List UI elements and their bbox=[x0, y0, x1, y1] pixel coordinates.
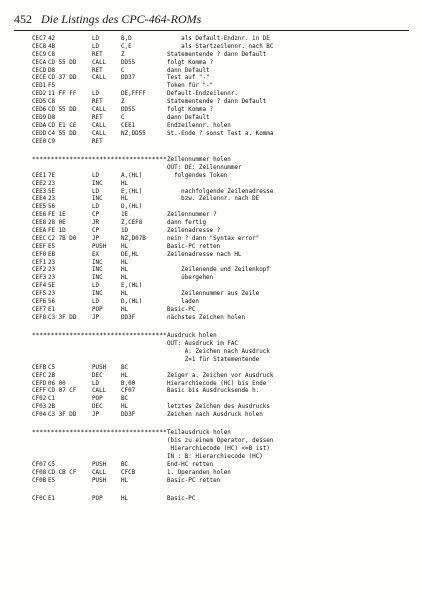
mnemonic: PUSH bbox=[92, 243, 107, 250]
address: CED6 bbox=[32, 107, 47, 114]
mnemonic: RET bbox=[92, 67, 103, 74]
opcode-bytes: 2B bbox=[48, 372, 56, 379]
operand: NZ,DD55 bbox=[121, 130, 146, 137]
listing-spacer bbox=[32, 486, 412, 497]
comment: laden bbox=[167, 299, 199, 305]
opcode-bytes: C3 3F DD bbox=[48, 412, 77, 419]
address: CED5 bbox=[32, 99, 47, 106]
address: CEF6 bbox=[32, 299, 47, 305]
opcode-bytes: 11 FF FF bbox=[48, 91, 77, 98]
operand: 1D bbox=[121, 227, 129, 234]
comment: OUT: DE: Zeilennummer bbox=[167, 164, 242, 171]
mnemonic: JP bbox=[92, 314, 100, 321]
comment: A: Zeichen nach Ausdruck bbox=[167, 348, 270, 355]
operand: E,(HL) bbox=[121, 283, 143, 290]
listing-line bbox=[32, 283, 412, 291]
operand: CFCB bbox=[121, 469, 136, 476]
operand: B,D bbox=[121, 36, 132, 42]
mnemonic: CALL bbox=[92, 388, 107, 395]
operand: DE,FFFF bbox=[121, 91, 146, 98]
operand: DD3F bbox=[121, 412, 136, 419]
address: CEFD bbox=[32, 380, 47, 387]
listing-line bbox=[32, 165, 412, 173]
listing-line bbox=[32, 291, 412, 299]
opcode-bytes: CD 55 DD bbox=[48, 107, 77, 114]
comment: St.-Ende ? sonst Test a. Komma bbox=[167, 130, 274, 137]
address: CEDD bbox=[32, 130, 47, 137]
comment: Z=1 für Statementende bbox=[167, 356, 260, 363]
listing-spacer bbox=[32, 420, 412, 431]
listing-line bbox=[32, 260, 412, 268]
address: CEF0 bbox=[32, 251, 47, 258]
comment: bzw. Zeilennr. nach DE bbox=[167, 196, 260, 203]
listing-line bbox=[32, 307, 412, 315]
comment: End-HC retten bbox=[167, 462, 214, 469]
opcode-bytes: C8 bbox=[48, 51, 56, 58]
listing-line bbox=[32, 299, 412, 307]
listing-line bbox=[32, 181, 412, 189]
listing-line bbox=[32, 83, 412, 91]
address: CEFF bbox=[32, 388, 47, 395]
opcode-bytes: 06 00 bbox=[48, 380, 66, 387]
page-header bbox=[14, 8, 409, 31]
mnemonic: INC bbox=[92, 180, 103, 187]
listing-line bbox=[32, 228, 412, 236]
listing-line bbox=[32, 91, 412, 99]
opcode-bytes: E5 bbox=[48, 477, 56, 484]
mnemonic: JR bbox=[92, 220, 100, 227]
opcode-bytes: C5 bbox=[48, 364, 56, 371]
mnemonic: LD bbox=[92, 380, 100, 387]
opcode-bytes: FE 1D bbox=[48, 227, 66, 234]
comment: letztes Zeichen des Ausdrucks bbox=[167, 404, 270, 411]
operand: CF07 bbox=[121, 388, 136, 395]
mnemonic: RET bbox=[92, 51, 103, 58]
comment: als Default-Endznr. in DE bbox=[167, 36, 270, 42]
mnemonic: PUSH bbox=[92, 462, 107, 469]
operand: HL bbox=[121, 306, 129, 313]
opcode-bytes: 42 bbox=[48, 36, 56, 42]
listing-line bbox=[32, 373, 412, 381]
opcode-bytes: 23 bbox=[48, 259, 56, 266]
opcode-bytes: E1 bbox=[48, 496, 56, 503]
comment: Hierarchiecode (HC) <=B ist) bbox=[167, 446, 270, 453]
opcode-bytes: 28 0E bbox=[48, 220, 66, 227]
comment: Default-Endzeilennr. bbox=[167, 91, 238, 98]
listing-line bbox=[32, 462, 412, 470]
operand: C bbox=[121, 114, 125, 121]
address: CEE2 bbox=[32, 180, 47, 187]
address: CEF7 bbox=[32, 306, 47, 313]
opcode-bytes: 5E bbox=[48, 283, 56, 290]
listing-line bbox=[32, 404, 412, 412]
opcode-bytes: C8 bbox=[48, 99, 56, 106]
listing-line bbox=[32, 275, 412, 283]
comment: Basic-PC bbox=[167, 496, 196, 503]
listing-line bbox=[32, 252, 412, 260]
operand: NZ,D07B bbox=[121, 235, 146, 242]
operand: Z,CEF8 bbox=[121, 220, 143, 227]
operand: A,(HL) bbox=[121, 172, 143, 179]
section-header bbox=[32, 430, 412, 438]
address: CEF1 bbox=[32, 259, 47, 266]
address: CED9 bbox=[32, 114, 47, 121]
listing-line bbox=[32, 396, 412, 404]
listing-line bbox=[32, 196, 412, 204]
listing-line bbox=[32, 496, 412, 504]
comment: OUT: Ausdruck im FAC bbox=[167, 341, 238, 348]
section-header bbox=[32, 333, 412, 341]
address: CEEC bbox=[32, 235, 47, 242]
mnemonic: LD bbox=[92, 43, 100, 50]
comment: Zeilenadresse nach HL bbox=[167, 251, 242, 258]
address: CEC8 bbox=[32, 43, 47, 50]
operand: HL bbox=[121, 243, 129, 250]
opcode-bytes: C1 bbox=[48, 396, 56, 403]
assembly-listing bbox=[32, 36, 412, 504]
opcode-bytes: 23 bbox=[48, 180, 56, 187]
address: CEF2 bbox=[32, 267, 47, 274]
operand: D,(HL) bbox=[121, 299, 143, 305]
comment: 1. Operanden holen bbox=[167, 469, 231, 476]
address: CEEF bbox=[32, 243, 47, 250]
comment: Zeilenadresse ? bbox=[167, 227, 221, 234]
opcode-bytes: 56 bbox=[48, 299, 56, 305]
address: CED1 bbox=[32, 83, 47, 90]
address: CEF4 bbox=[32, 283, 47, 290]
mnemonic: CALL bbox=[92, 469, 107, 476]
address: CF03 bbox=[32, 404, 47, 411]
mnemonic: POP bbox=[92, 496, 103, 503]
opcode-bytes: D8 bbox=[48, 114, 56, 121]
listing-spacer bbox=[32, 146, 412, 157]
mnemonic: RET bbox=[92, 138, 103, 145]
comment: folgendes Token bbox=[167, 172, 228, 179]
listing-line bbox=[32, 357, 412, 365]
operand: Z bbox=[121, 51, 125, 58]
comment: dann Default bbox=[167, 67, 210, 74]
mnemonic: JP bbox=[92, 235, 100, 242]
mnemonic: INC bbox=[92, 275, 103, 282]
listing-line bbox=[32, 68, 412, 76]
listing-line bbox=[32, 44, 412, 52]
comment: Zeilennummer aus Zeile bbox=[167, 291, 260, 298]
address: CF02 bbox=[32, 396, 47, 403]
mnemonic: CP bbox=[92, 227, 100, 234]
operand: E,(HL) bbox=[121, 188, 143, 195]
listing-line bbox=[32, 204, 412, 212]
mnemonic: CALL bbox=[92, 122, 107, 129]
mnemonic: PUSH bbox=[92, 477, 107, 484]
operand: B,00 bbox=[121, 380, 136, 387]
listing-line bbox=[32, 60, 412, 68]
operand: DE,HL bbox=[121, 251, 139, 258]
opcode-bytes: 2B bbox=[48, 404, 56, 411]
address: CEE8 bbox=[32, 220, 47, 227]
operand: DD3F bbox=[121, 314, 136, 321]
comment: IN : B: Hierarchiecode (HC) bbox=[167, 454, 263, 461]
operand: HL bbox=[121, 372, 129, 379]
opcode-bytes: 23 bbox=[48, 275, 56, 282]
listing-line bbox=[32, 139, 412, 147]
operand: DD55 bbox=[121, 107, 136, 114]
section-title: Teilausdruck holen bbox=[167, 430, 231, 437]
listing-line bbox=[32, 244, 412, 252]
address: CF08 bbox=[32, 469, 47, 476]
opcode-bytes: FE 1E bbox=[48, 212, 66, 219]
address: CEFC bbox=[32, 372, 47, 379]
address: CF0C bbox=[32, 496, 47, 503]
mnemonic: CALL bbox=[92, 130, 107, 137]
mnemonic: PUSH bbox=[92, 364, 107, 371]
page-number: 452 bbox=[14, 12, 32, 26]
comment: (bis zu einem Operator, dessen bbox=[167, 438, 274, 445]
opcode-bytes: D8 bbox=[48, 67, 56, 74]
opcode-bytes: 4B bbox=[48, 43, 56, 50]
listing-line bbox=[32, 470, 412, 478]
mnemonic: LD bbox=[92, 91, 100, 98]
comment: Zeilennummer ? bbox=[167, 212, 217, 219]
listing-line bbox=[32, 454, 412, 462]
listing-spacer bbox=[32, 323, 412, 334]
address: CF07 bbox=[32, 462, 47, 469]
opcode-bytes: CD 55 DD bbox=[48, 59, 77, 66]
operand: HL bbox=[121, 477, 129, 484]
comment: nein ? dann "Syntax error" bbox=[167, 235, 260, 242]
comment: folgt Komma ? bbox=[167, 59, 214, 66]
opcode-bytes: 23 bbox=[48, 291, 56, 298]
address: CEE1 bbox=[32, 172, 47, 179]
mnemonic: DEC bbox=[92, 372, 103, 379]
operand: D,(HL) bbox=[121, 204, 143, 211]
address: CECD bbox=[32, 67, 47, 74]
address: CEFB bbox=[32, 364, 47, 371]
address: CED2 bbox=[32, 91, 47, 98]
comment: Statementende ? dann Default bbox=[167, 99, 267, 106]
operand: Z bbox=[121, 99, 125, 106]
opcode-bytes: E5 bbox=[48, 243, 56, 250]
opcode-bytes: C5 bbox=[48, 462, 56, 469]
section-title: Ausdruck holen bbox=[167, 333, 217, 340]
operand: DD55 bbox=[121, 59, 136, 66]
operand: BC bbox=[121, 396, 129, 403]
listing-line bbox=[32, 315, 412, 323]
operand: C,E bbox=[121, 43, 132, 50]
mnemonic: POP bbox=[92, 306, 103, 313]
listing-line bbox=[32, 75, 412, 83]
listing-line bbox=[32, 438, 412, 446]
listing-line bbox=[32, 381, 412, 389]
listing-line bbox=[32, 388, 412, 396]
listing-line bbox=[32, 267, 412, 275]
comment: Statementende ? dann Default bbox=[167, 51, 267, 58]
section-separator: ************************************ bbox=[32, 156, 167, 163]
comment: Hierarchiecode (HC) bis Ende bbox=[167, 380, 267, 387]
address: CEE4 bbox=[32, 196, 47, 203]
operand: HL bbox=[121, 259, 129, 266]
operand: HL bbox=[121, 275, 129, 282]
mnemonic: LD bbox=[92, 299, 100, 305]
comment: Basic bis Ausdrucksende h. bbox=[167, 388, 260, 395]
mnemonic: INC bbox=[92, 259, 103, 266]
opcode-bytes: CD E1 CE bbox=[48, 122, 77, 129]
listing-line bbox=[32, 123, 412, 131]
operand: HL bbox=[121, 496, 129, 503]
address: CEF3 bbox=[32, 275, 47, 282]
listing-line bbox=[32, 212, 412, 220]
address: CECE bbox=[32, 75, 47, 82]
operand: HL bbox=[121, 291, 129, 298]
operand: 1E bbox=[121, 212, 129, 219]
opcode-bytes: 56 bbox=[48, 204, 56, 211]
opcode-bytes: C2 7B D0 bbox=[48, 235, 77, 242]
operand: HL bbox=[121, 267, 129, 274]
mnemonic: LD bbox=[92, 283, 100, 290]
address: CEE5 bbox=[32, 204, 47, 211]
listing-line bbox=[32, 173, 412, 181]
opcode-bytes: F5 bbox=[48, 83, 56, 90]
comment: folgt Komma ? bbox=[167, 107, 214, 114]
comment: dann fertig bbox=[167, 220, 207, 227]
mnemonic: LD bbox=[92, 188, 100, 195]
opcode-bytes: CD 07 CF bbox=[48, 388, 77, 395]
section-header bbox=[32, 157, 412, 165]
listing-line bbox=[32, 131, 412, 139]
operand: HL bbox=[121, 180, 129, 187]
operand: BC bbox=[121, 462, 129, 469]
comment: Zeilenende und Zeilenkopf bbox=[167, 267, 270, 274]
mnemonic: CP bbox=[92, 212, 100, 219]
address: CEDA bbox=[32, 122, 47, 129]
mnemonic: LD bbox=[92, 172, 100, 179]
mnemonic: EX bbox=[92, 251, 100, 258]
operand: DD37 bbox=[121, 75, 136, 82]
address: CEEA bbox=[32, 227, 47, 234]
operand: HL bbox=[121, 404, 129, 411]
operand: HL bbox=[121, 196, 129, 203]
listing-line bbox=[32, 52, 412, 60]
listing-line bbox=[32, 99, 412, 107]
operand: CEE1 bbox=[121, 122, 136, 129]
section-title: Zeilennummer holen bbox=[167, 156, 231, 163]
mnemonic: INC bbox=[92, 267, 103, 274]
mnemonic: JP bbox=[92, 412, 100, 419]
opcode-bytes: 23 bbox=[48, 196, 56, 203]
mnemonic: CALL bbox=[92, 75, 107, 82]
mnemonic: LD bbox=[92, 36, 100, 42]
address: CF04 bbox=[32, 412, 47, 419]
address: CEF8 bbox=[32, 314, 47, 321]
opcode-bytes: C9 bbox=[48, 138, 56, 145]
comment: Basic-PC bbox=[167, 306, 196, 313]
address: CECA bbox=[32, 59, 47, 66]
comment: Basic-PC retten bbox=[167, 477, 221, 484]
listing-line bbox=[32, 189, 412, 197]
listing-line bbox=[32, 36, 412, 44]
opcode-bytes: E1 bbox=[48, 306, 56, 313]
address: CEF5 bbox=[32, 291, 47, 298]
mnemonic: CALL bbox=[92, 59, 107, 66]
address: CEC9 bbox=[32, 51, 47, 58]
opcode-bytes: C3 3F DD bbox=[48, 314, 77, 321]
section-separator: ************************************ bbox=[32, 333, 167, 340]
address: CEE6 bbox=[32, 212, 47, 219]
address: CEE3 bbox=[32, 188, 47, 195]
mnemonic: LD bbox=[92, 204, 100, 211]
comment: dann Default bbox=[167, 114, 210, 121]
opcode-bytes: C4 55 DD bbox=[48, 130, 77, 137]
comment: übergehen bbox=[167, 275, 214, 282]
mnemonic: INC bbox=[92, 196, 103, 203]
opcode-bytes: EB bbox=[48, 251, 56, 258]
comment: Zeichen nach Ausdruck holen bbox=[167, 412, 263, 419]
listing-line bbox=[32, 349, 412, 357]
opcode-bytes: 7E bbox=[48, 172, 56, 179]
comment: nächstes Zeichen holen bbox=[167, 314, 246, 321]
comment: Token für "-" bbox=[167, 83, 214, 90]
listing-line bbox=[32, 341, 412, 349]
section-separator: ************************************ bbox=[32, 430, 167, 437]
comment: nachfolgende Zeilenadresse bbox=[167, 188, 274, 195]
mnemonic: DEC bbox=[92, 404, 103, 411]
listing-line bbox=[32, 236, 412, 244]
comment: Endzeilennr. holen bbox=[167, 122, 231, 129]
mnemonic: RET bbox=[92, 114, 103, 121]
address: CEE0 bbox=[32, 138, 47, 145]
mnemonic: INC bbox=[92, 291, 103, 298]
mnemonic: RET bbox=[92, 99, 103, 106]
address: CEC7 bbox=[32, 36, 47, 42]
listing-line bbox=[32, 446, 412, 454]
opcode-bytes: CD CB CF bbox=[48, 469, 77, 476]
address: CF0B bbox=[32, 477, 47, 484]
listing-line bbox=[32, 220, 412, 228]
listing-line bbox=[32, 115, 412, 123]
listing-line bbox=[32, 107, 412, 115]
page-title: Die Listings des CPC-464-ROMs bbox=[41, 12, 202, 26]
opcode-bytes: 23 bbox=[48, 267, 56, 274]
opcode-bytes: 5E bbox=[48, 188, 56, 195]
listing-line bbox=[32, 365, 412, 373]
listing-line bbox=[32, 412, 412, 420]
operand: BC bbox=[121, 364, 129, 371]
comment: Basic-PC retten bbox=[167, 243, 221, 250]
comment: Zeiger a. Zeichen vor Ausdruck bbox=[167, 372, 274, 379]
listing-line bbox=[32, 478, 412, 486]
comment: Test auf "-" bbox=[167, 75, 210, 82]
comment: als Startzeilennr. nach BC bbox=[167, 43, 274, 50]
operand: C bbox=[121, 67, 125, 74]
opcode-bytes: CD 37 DD bbox=[48, 75, 77, 82]
mnemonic: CALL bbox=[92, 107, 107, 114]
mnemonic: POP bbox=[92, 396, 103, 403]
